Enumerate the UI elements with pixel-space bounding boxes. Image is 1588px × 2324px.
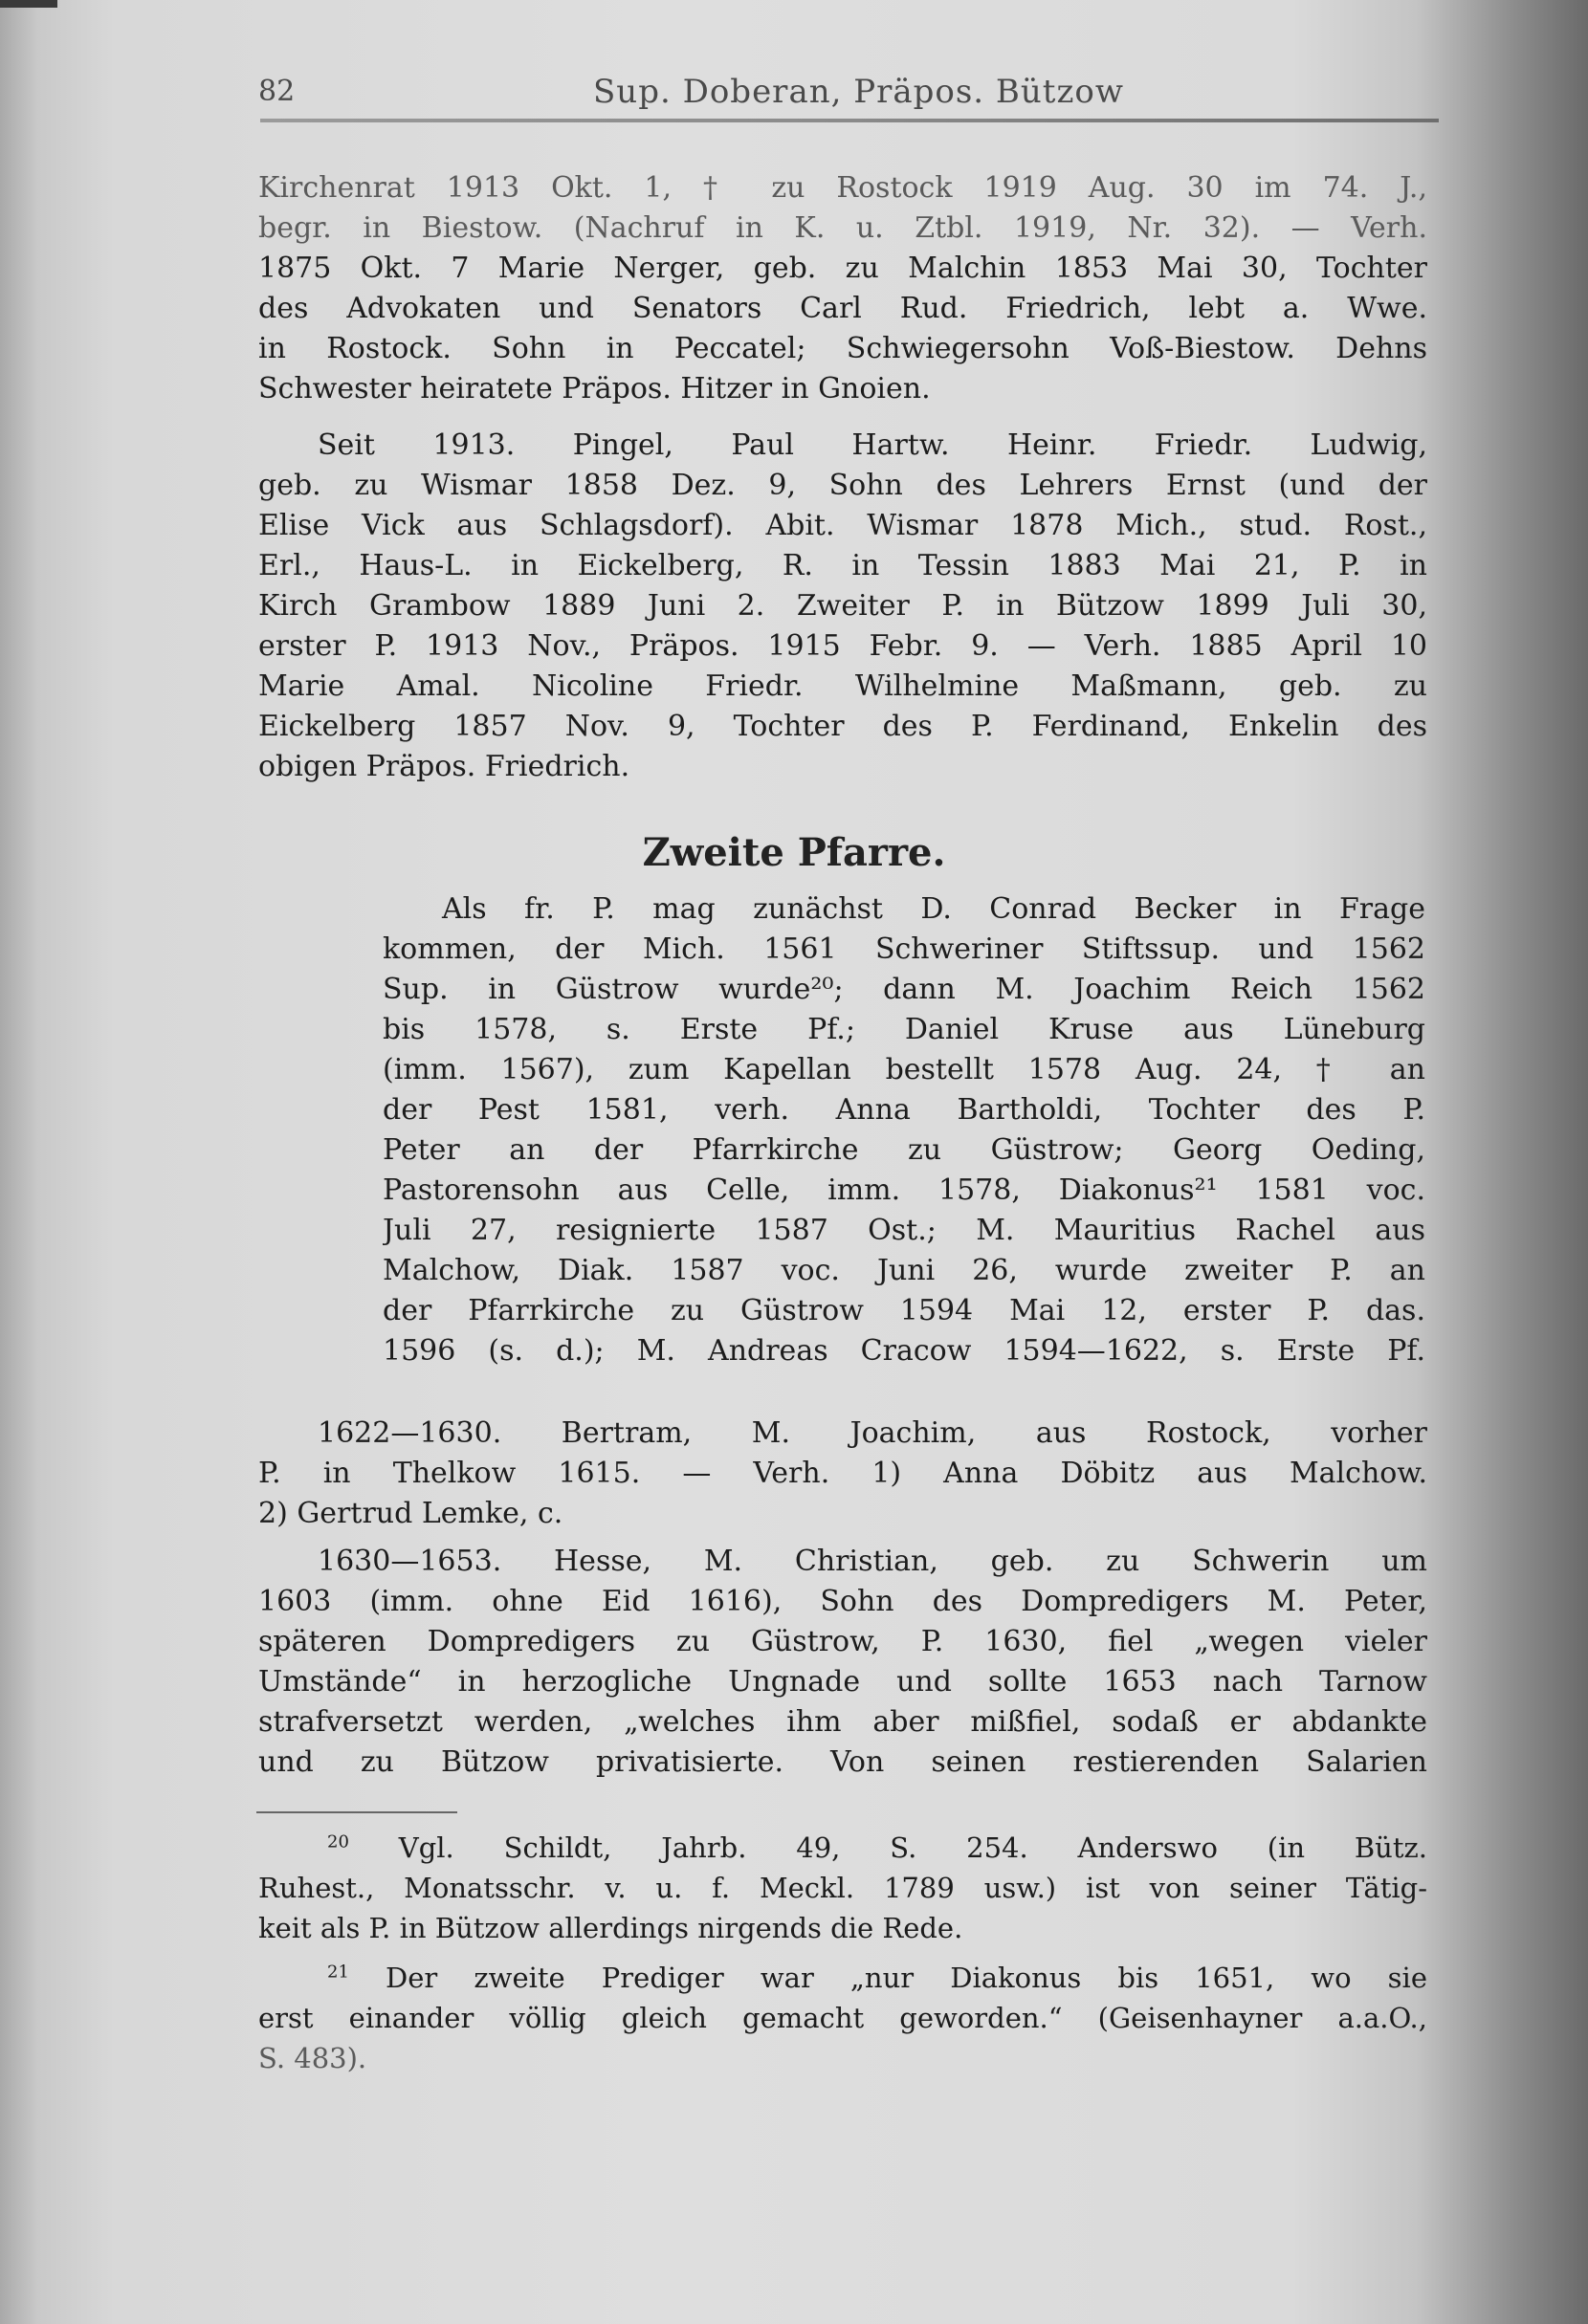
text-line: strafversetzt werden, „welches ihm aber mißfiel, sodaß er abdankte bbox=[258, 1705, 1427, 1739]
footnote-21 bbox=[258, 1959, 1427, 2079]
text-line: Juli 27, resignierte 1587 Ost.; M. Mauritius Rachel aus bbox=[383, 1214, 1425, 1247]
text-line: und zu Bützow privatisierte. Von seinen restierenden Salarien bbox=[258, 1745, 1427, 1779]
paragraph-4 bbox=[258, 1414, 1427, 1534]
text-line: Eickelberg 1857 Nov. 9, Tochter des P. Ferdinand, Enkelin des bbox=[258, 710, 1427, 743]
text-line: 1596 (s. d.); M. Andreas Cracow 1594—1622, s. Erste Pf. bbox=[383, 1334, 1425, 1368]
text-line: P. in Thelkow 1615. — Verh. 1) Anna Döbitz aus Malchow. bbox=[258, 1457, 1427, 1490]
text-line: geb. zu Wismar 1858 Dez. 9, Sohn des Lehrers Ernst (und der bbox=[258, 469, 1427, 502]
text-line: begr. in Biestow. (Nachruf in K. u. Ztbl. 1919, Nr. 32). — Verh. bbox=[258, 211, 1427, 245]
footnote-line: Ruhest., Monatsschr. v. u. f. Meckl. 1789 usw.) ist von seiner Tätig- bbox=[258, 1872, 1427, 1904]
text-line: der Pest 1581, verh. Anna Bartholdi, Tochter des P. bbox=[383, 1093, 1425, 1127]
scan-border-corner bbox=[0, 0, 57, 8]
text-line: Seit 1913. Pingel, Paul Hartw. Heinr. Friedr. Ludwig, bbox=[318, 428, 1427, 462]
text-line: Elise Vick aus Schlagsdorf). Abit. Wismar 1878 Mich., stud. Rost., bbox=[258, 509, 1427, 542]
footnote-rule bbox=[256, 1811, 457, 1813]
text-line: 1603 (imm. ohne Eid 1616), Sohn des Dompredigers M. Peter, bbox=[258, 1585, 1427, 1618]
text-line: Malchow, Diak. 1587 voc. Juni 26, wurde zweiter P. an bbox=[383, 1254, 1425, 1287]
paragraph-5 bbox=[258, 1542, 1427, 1783]
text-line: obigen Präpos. Friedrich. bbox=[258, 750, 630, 783]
text-line: Sup. in Güstrow wurde²⁰; dann M. Joachim Reich 1562 bbox=[383, 973, 1425, 1006]
text-line: 1630—1653. Hesse, M. Christian, geb. zu Schwerin um bbox=[318, 1545, 1427, 1578]
text-line: 2) Gertrud Lemke, c. bbox=[258, 1497, 563, 1530]
text-line: erster P. 1913 Nov., Präpos. 1915 Febr. 9. — Verh. 1885 April 10 bbox=[258, 629, 1427, 663]
footnote-line: S. 483). bbox=[258, 2042, 367, 2074]
section-heading: Zweite Pfarre. bbox=[642, 830, 946, 875]
paragraph-3 bbox=[383, 889, 1425, 1371]
text-line: Als fr. P. mag zunächst D. Conrad Becker in Frage bbox=[442, 892, 1425, 926]
header-rule bbox=[260, 119, 1439, 122]
text-line: bis 1578, s. Erste Pf.; Daniel Kruse aus Lüneburg bbox=[383, 1013, 1425, 1046]
paragraph-2 bbox=[258, 426, 1427, 787]
text-line: 1875 Okt. 7 Marie Nerger, geb. zu Malchin 1853 Mai 30, Tochter bbox=[258, 252, 1427, 285]
text-line: Peter an der Pfarrkirche zu Güstrow; Georg Oeding, bbox=[383, 1133, 1425, 1167]
footnote-line: keit als P. in Bützow allerdings nirgends die Rede. bbox=[258, 1912, 963, 1944]
footnote-marker: 21 bbox=[327, 1962, 349, 1983]
footnote-line: $^{21}$ Der zweite Prediger war „nur Diakonus bis 1651, wo sie bbox=[327, 1962, 1427, 1994]
running-title: Sup. Doberan, Präpos. Bützow bbox=[593, 73, 1124, 111]
text-line: Pastorensohn aus Celle, imm. 1578, Diakonus²¹ 1581 voc. bbox=[383, 1173, 1425, 1207]
text-line: kommen, der Mich. 1561 Schweriner Stiftssup. und 1562 bbox=[383, 932, 1425, 966]
footnote-line: erst einander völlig gleich gemacht geworden.“ (Geisenhayner a.a.O., bbox=[258, 2002, 1427, 2034]
page-number: 82 bbox=[258, 75, 296, 108]
text-line: in Rostock. Sohn in Peccatel; Schwiegersohn Voß-Biestow. Dehns bbox=[258, 332, 1427, 365]
text-line: späteren Dompredigers zu Güstrow, P. 1630, fiel „wegen vieler bbox=[258, 1625, 1427, 1658]
text-line: Marie Amal. Nicoline Friedr. Wilhelmine Maßmann, geb. zu bbox=[258, 669, 1427, 703]
text-line: Kirch Grambow 1889 Juni 2. Zweiter P. in Bützow 1899 Juli 30, bbox=[258, 589, 1427, 623]
text-line: Erl., Haus-L. in Eickelberg, R. in Tessin 1883 Mai 21, P. in bbox=[258, 549, 1427, 582]
paragraph-1 bbox=[258, 168, 1427, 409]
footnote-20 bbox=[258, 1829, 1427, 1949]
text-line: (imm. 1567), zum Kapellan bestellt 1578 Aug. 24, † an bbox=[383, 1053, 1425, 1086]
text-line: der Pfarrkirche zu Güstrow 1594 Mai 12, erster P. das. bbox=[383, 1294, 1425, 1327]
footnote-marker: 20 bbox=[327, 1831, 349, 1853]
text-line: des Advokaten und Senators Carl Rud. Friedrich, lebt a. Wwe. bbox=[258, 292, 1427, 325]
footnote-line: $^{20}$ Vgl. Schildt, Jahrb. 49, S. 254. Anderswo (in Bütz. bbox=[327, 1831, 1427, 1864]
text-line: Schwester heiratete Präpos. Hitzer in Gnoien. bbox=[258, 372, 931, 406]
text-line: Kirchenrat 1913 Okt. 1, † zu Rostock 1919 Aug. 30 im 74. J., bbox=[258, 171, 1427, 205]
text-line: 1622—1630. Bertram, M. Joachim, aus Rostock, vorher bbox=[318, 1416, 1427, 1450]
text-line: Umstände“ in herzogliche Ungnade und sollte 1653 nach Tarnow bbox=[258, 1665, 1427, 1699]
